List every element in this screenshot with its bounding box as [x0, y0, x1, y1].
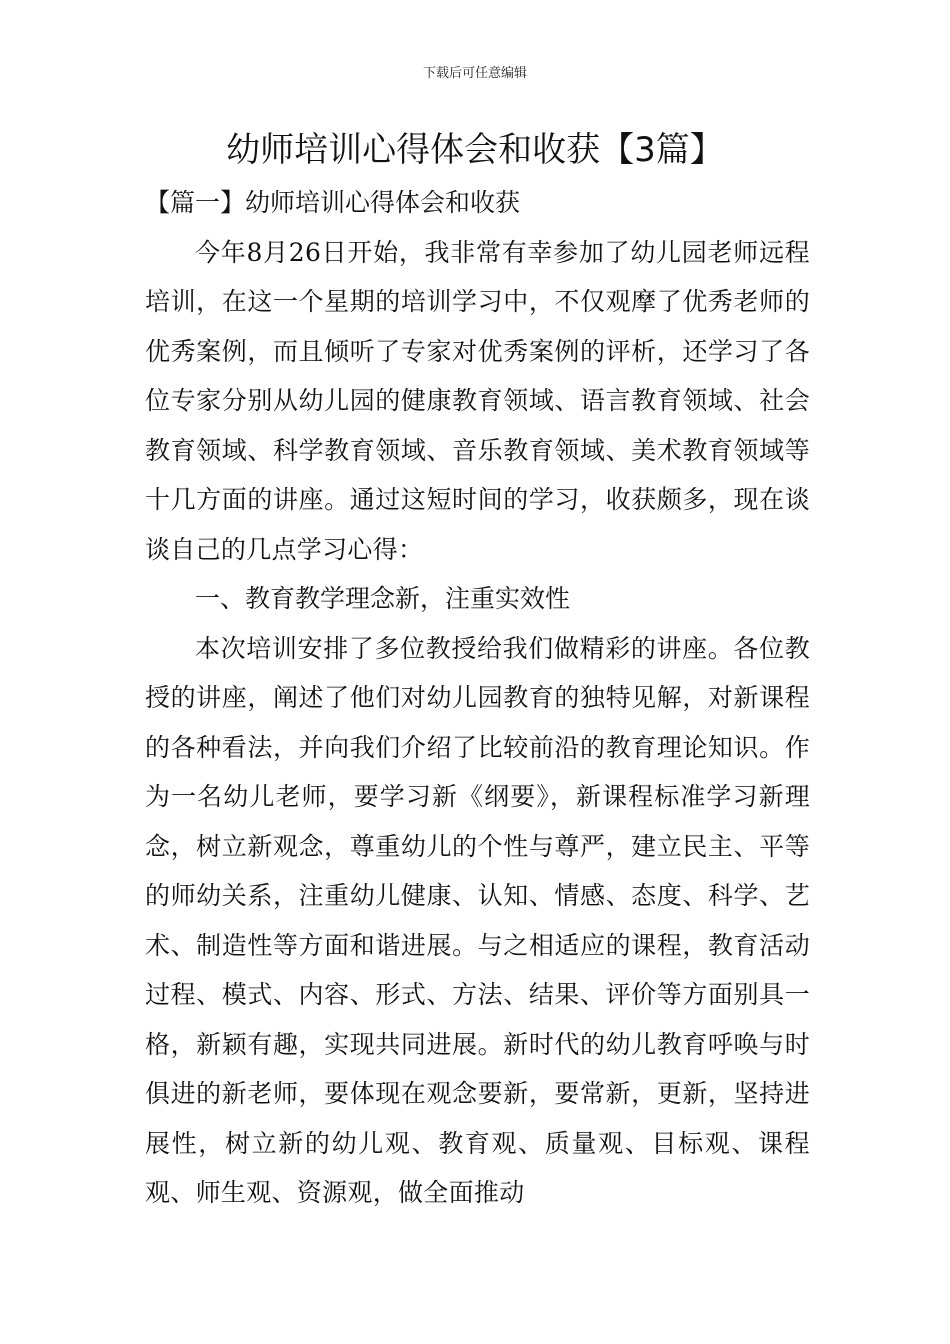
paragraph: 今年8月26日开始，我非常有幸参加了幼儿园老师远程培训，在这一个星期的培训学习中，不仅观摩了优秀老师的优秀案例，而且倾听了专家对优秀案例的评析，还学习了各位专家分别从幼儿园的健康教育领域、语言教育领域、社会教育领域、科学教育领域、音乐教育领域、美术教育领域等十几方面的讲座。通过这短时间的学习，收获颇多，现在谈谈自己的几点学习心得：: [145, 237, 810, 564]
document-title: 幼师培训心得体会和收获【3篇】: [226, 130, 724, 170]
subheading: 一、教育教学理念新，注重实效性: [195, 584, 571, 613]
section-heading: 【篇一】幼师培训心得体会和收获: [145, 188, 521, 217]
header-note: 下载后可任意编辑: [422, 66, 527, 81]
paragraph: 本次培训安排了多位教授给我们做精彩的讲座。各位教授的讲座，阐述了他们对幼儿园教育的独特见解，对新课程的各种看法，并向我们介绍了比较前沿的教育理论知识。作为一名幼儿老师，要学习新《纲要》，新课程标准学习新理念，树立新观念，尊重幼儿的个性与尊严，建立民主、平等的师幼关系，注重幼儿健康、认知、情感、态度、科学、艺术、制造性等方面和谐进展。与之相适应的课程，教育活动过程、模式、内容、形式、方法、结果、评价等方面别具一格，新颖有趣，实现共同进展。新时代的幼儿教育呼唤与时俱进的新老师，要体现在观念要新，要常新，更新，坚持进展性，树立新的幼儿观、教育观、质量观、目标观、课程观、师生观、资源观，做全面推动: [145, 633, 810, 1207]
document-body: [145, 178, 810, 1218]
